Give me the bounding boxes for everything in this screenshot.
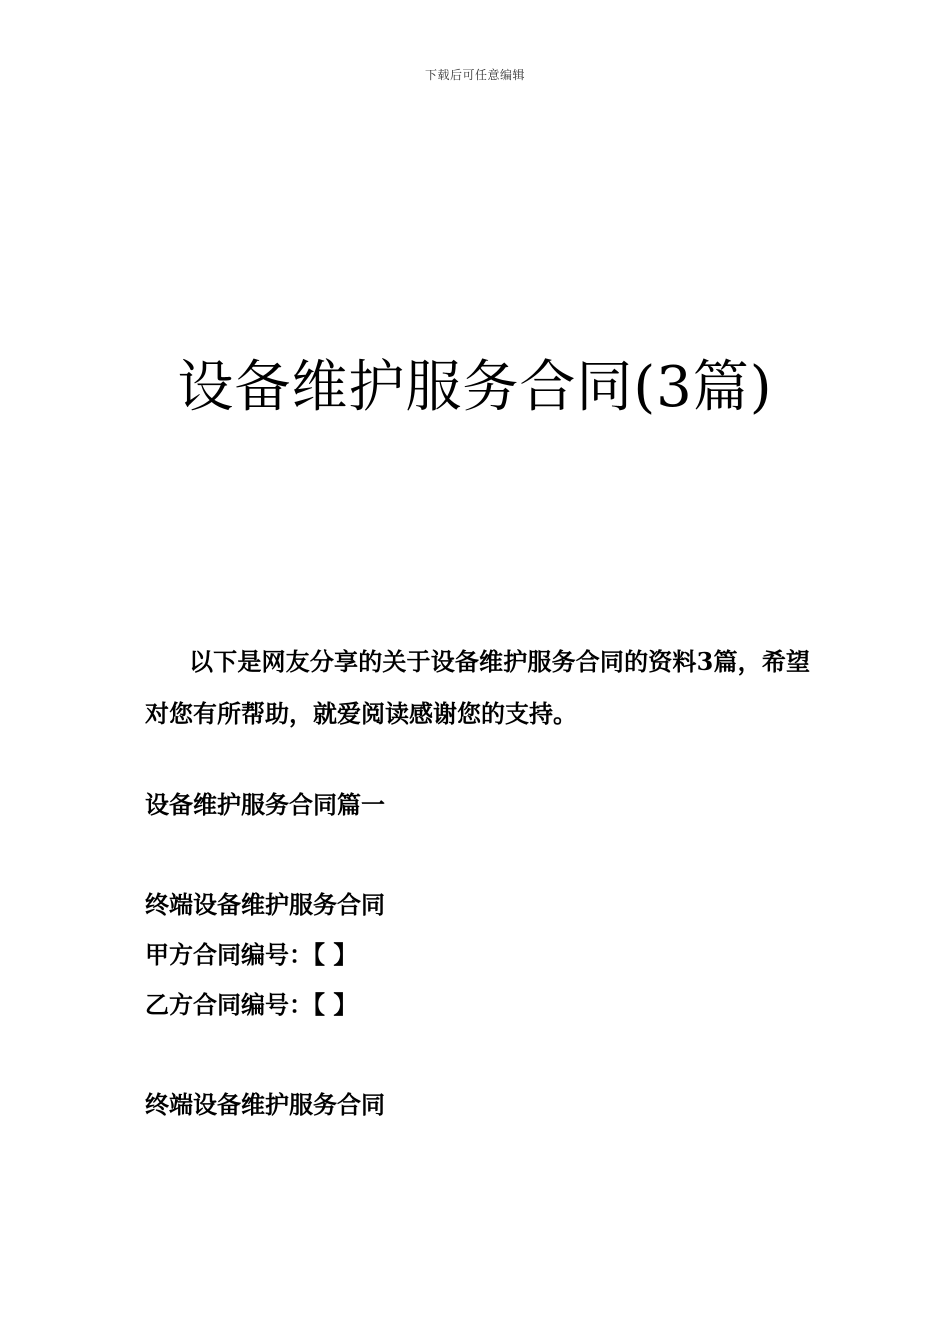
party-b-contract-number: 乙方合同编号：【 】 [145, 990, 358, 1019]
contract-title-1: 终端设备维护服务合同 [145, 890, 385, 919]
section-heading: 设备维护服务合同篇一 [145, 790, 385, 819]
document-title: 设备维护服务合同(3篇) [177, 355, 773, 420]
header-note: 下载后可任意编辑 [424, 68, 525, 82]
party-a-contract-number: 甲方合同编号：【 】 [145, 940, 358, 969]
contract-title-2: 终端设备维护服务合同 [145, 1090, 385, 1119]
intro-paragraph: 以下是网友分享的关于设备维护服务合同的资料3篇，希望对您有所帮助，就爱阅读感谢您的支持。 [145, 647, 810, 728]
